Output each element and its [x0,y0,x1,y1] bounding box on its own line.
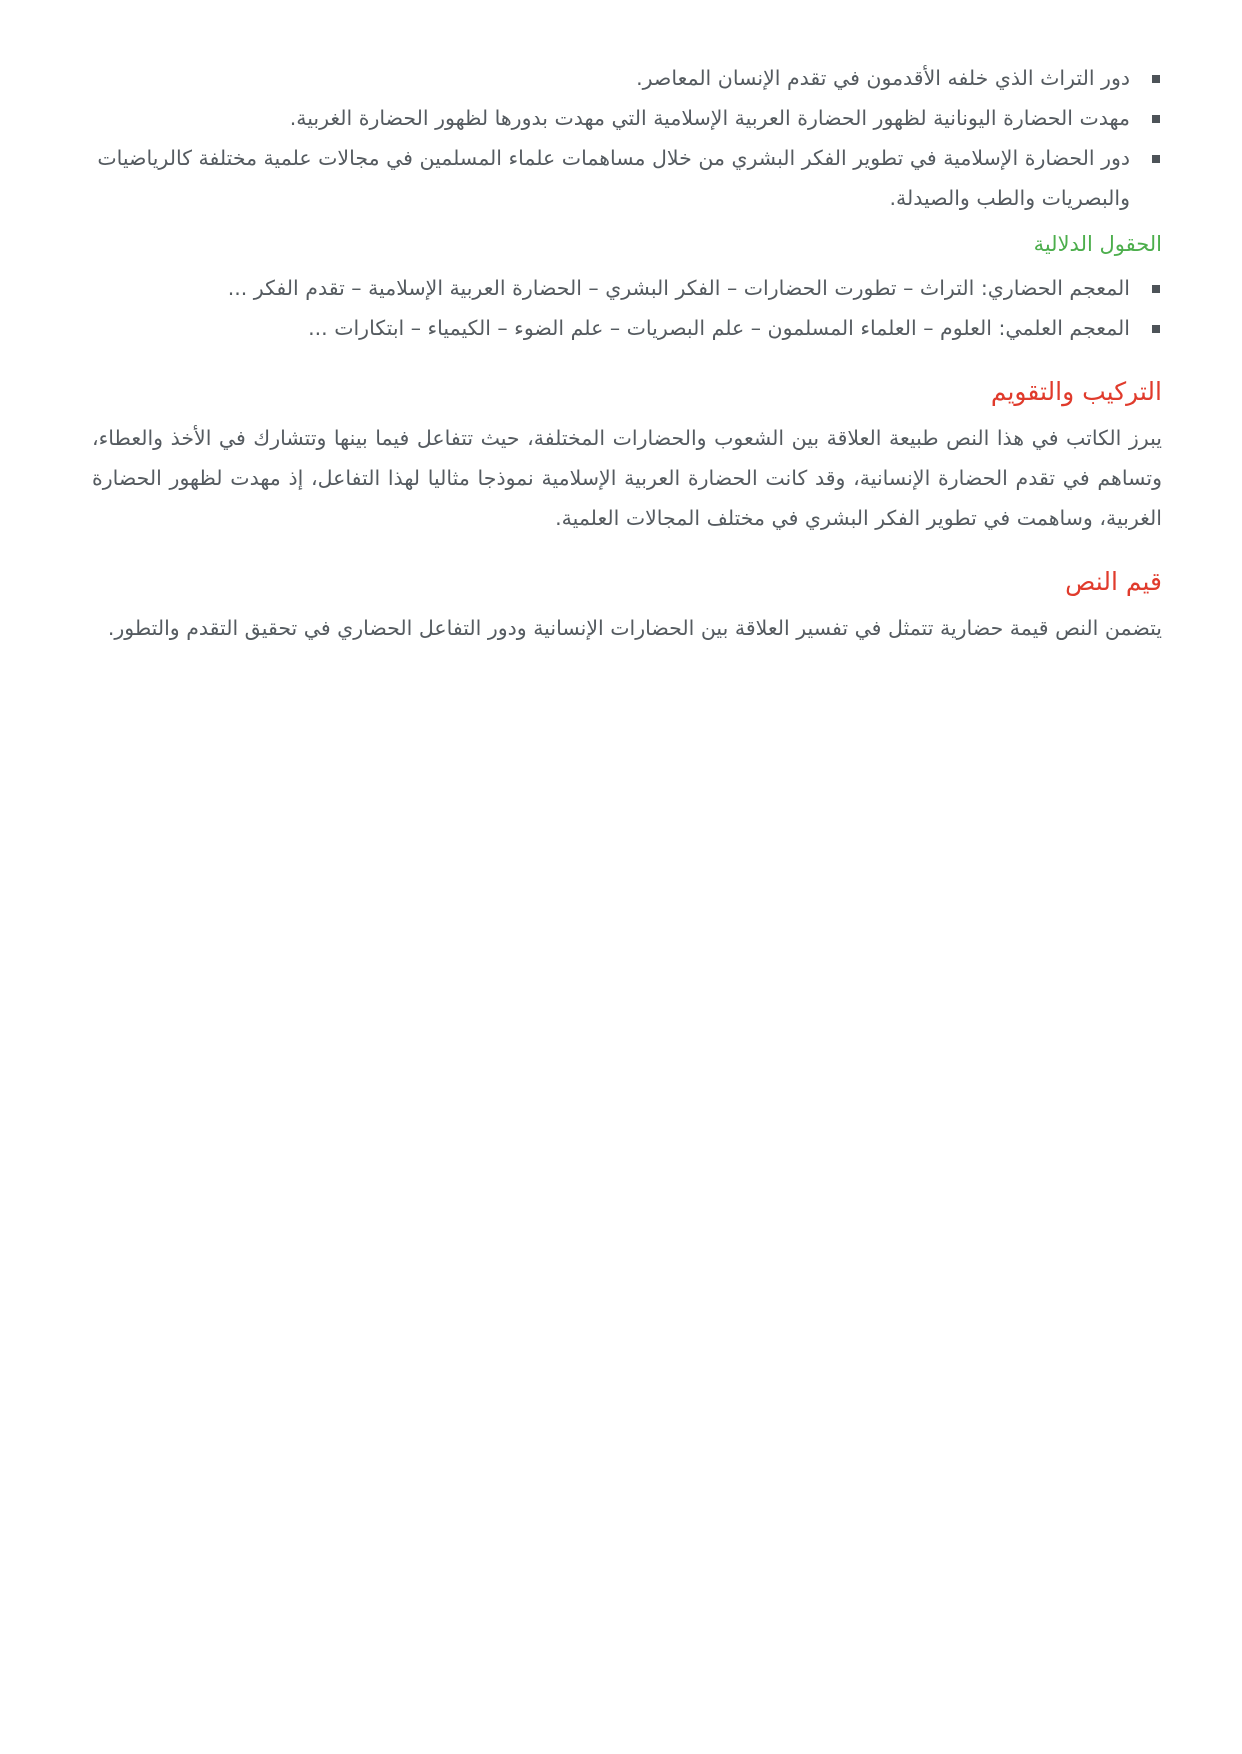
semantic-fields-heading: الحقول الدلالية [1033,232,1162,256]
synthesis-heading: التركيب والتقويم [990,377,1162,406]
text-values-paragraph: يتضمن النص قيمة حضارية تتمثل في تفسير العلاقة بين الحضارات الإنسانية ودور التفاعل الحضاري في تحقيق التقدم والتطور. [107,616,1162,640]
list-item [92,138,1130,218]
list-item [92,98,1130,138]
list-item-text: مهدت الحضارة اليونانية لظهور الحضارة العربية الإسلامية التي مهدت بدورها لظهور الحضارة الغربية. [289,106,1130,130]
synthesis-paragraph: يبرز الكاتب في هذا النص طبيعة العلاقة بين الشعوب والحضارات المختلفة، حيث تتفاعل فيما بينها وتتشارك في الأخذ والعطاء، وتساهم في تقدم الحضارة الإنسانية، وقد كانت الحضارة العربية الإسلامية نموذجا مثاليا لهذا التفاعل، إذ مهدت لظهور الحضارة الغربية، وساهمت في تطوير الفكر البشري في مختلف المجالات العلمية. [92,426,1162,530]
document-page [92,58,1162,648]
square-bullet-icon [1152,285,1160,293]
text-values-heading: قيم النص [1065,567,1162,596]
semantic-fields-list [92,268,1162,348]
square-bullet-icon [1152,155,1160,163]
square-bullet-icon [1152,325,1160,333]
list-item [92,268,1130,308]
intro-bullet-list [92,58,1162,218]
list-item-text: دور التراث الذي خلفه الأقدمون في تقدم الإنسان المعاصر. [636,66,1130,90]
square-bullet-icon [1152,75,1160,83]
list-item [92,58,1130,98]
list-item-text: دور الحضارة الإسلامية في تطوير الفكر البشري من خلال مساهمات علماء المسلمين في مجالات علمية مختلفة كالرياضيات والبصريات والطب والصيدلة. [97,146,1130,210]
list-item-text: المعجم العلمي: العلوم – العلماء المسلمون – علم البصريات – علم الضوء – الكيمياء – ابتكارات ... [308,316,1130,340]
list-item [92,308,1130,348]
square-bullet-icon [1152,115,1160,123]
list-item-text: المعجم الحضاري: التراث – تطورت الحضارات – الفكر البشري – الحضارة العربية الإسلامية – تقدم الفكر ... [227,276,1130,300]
